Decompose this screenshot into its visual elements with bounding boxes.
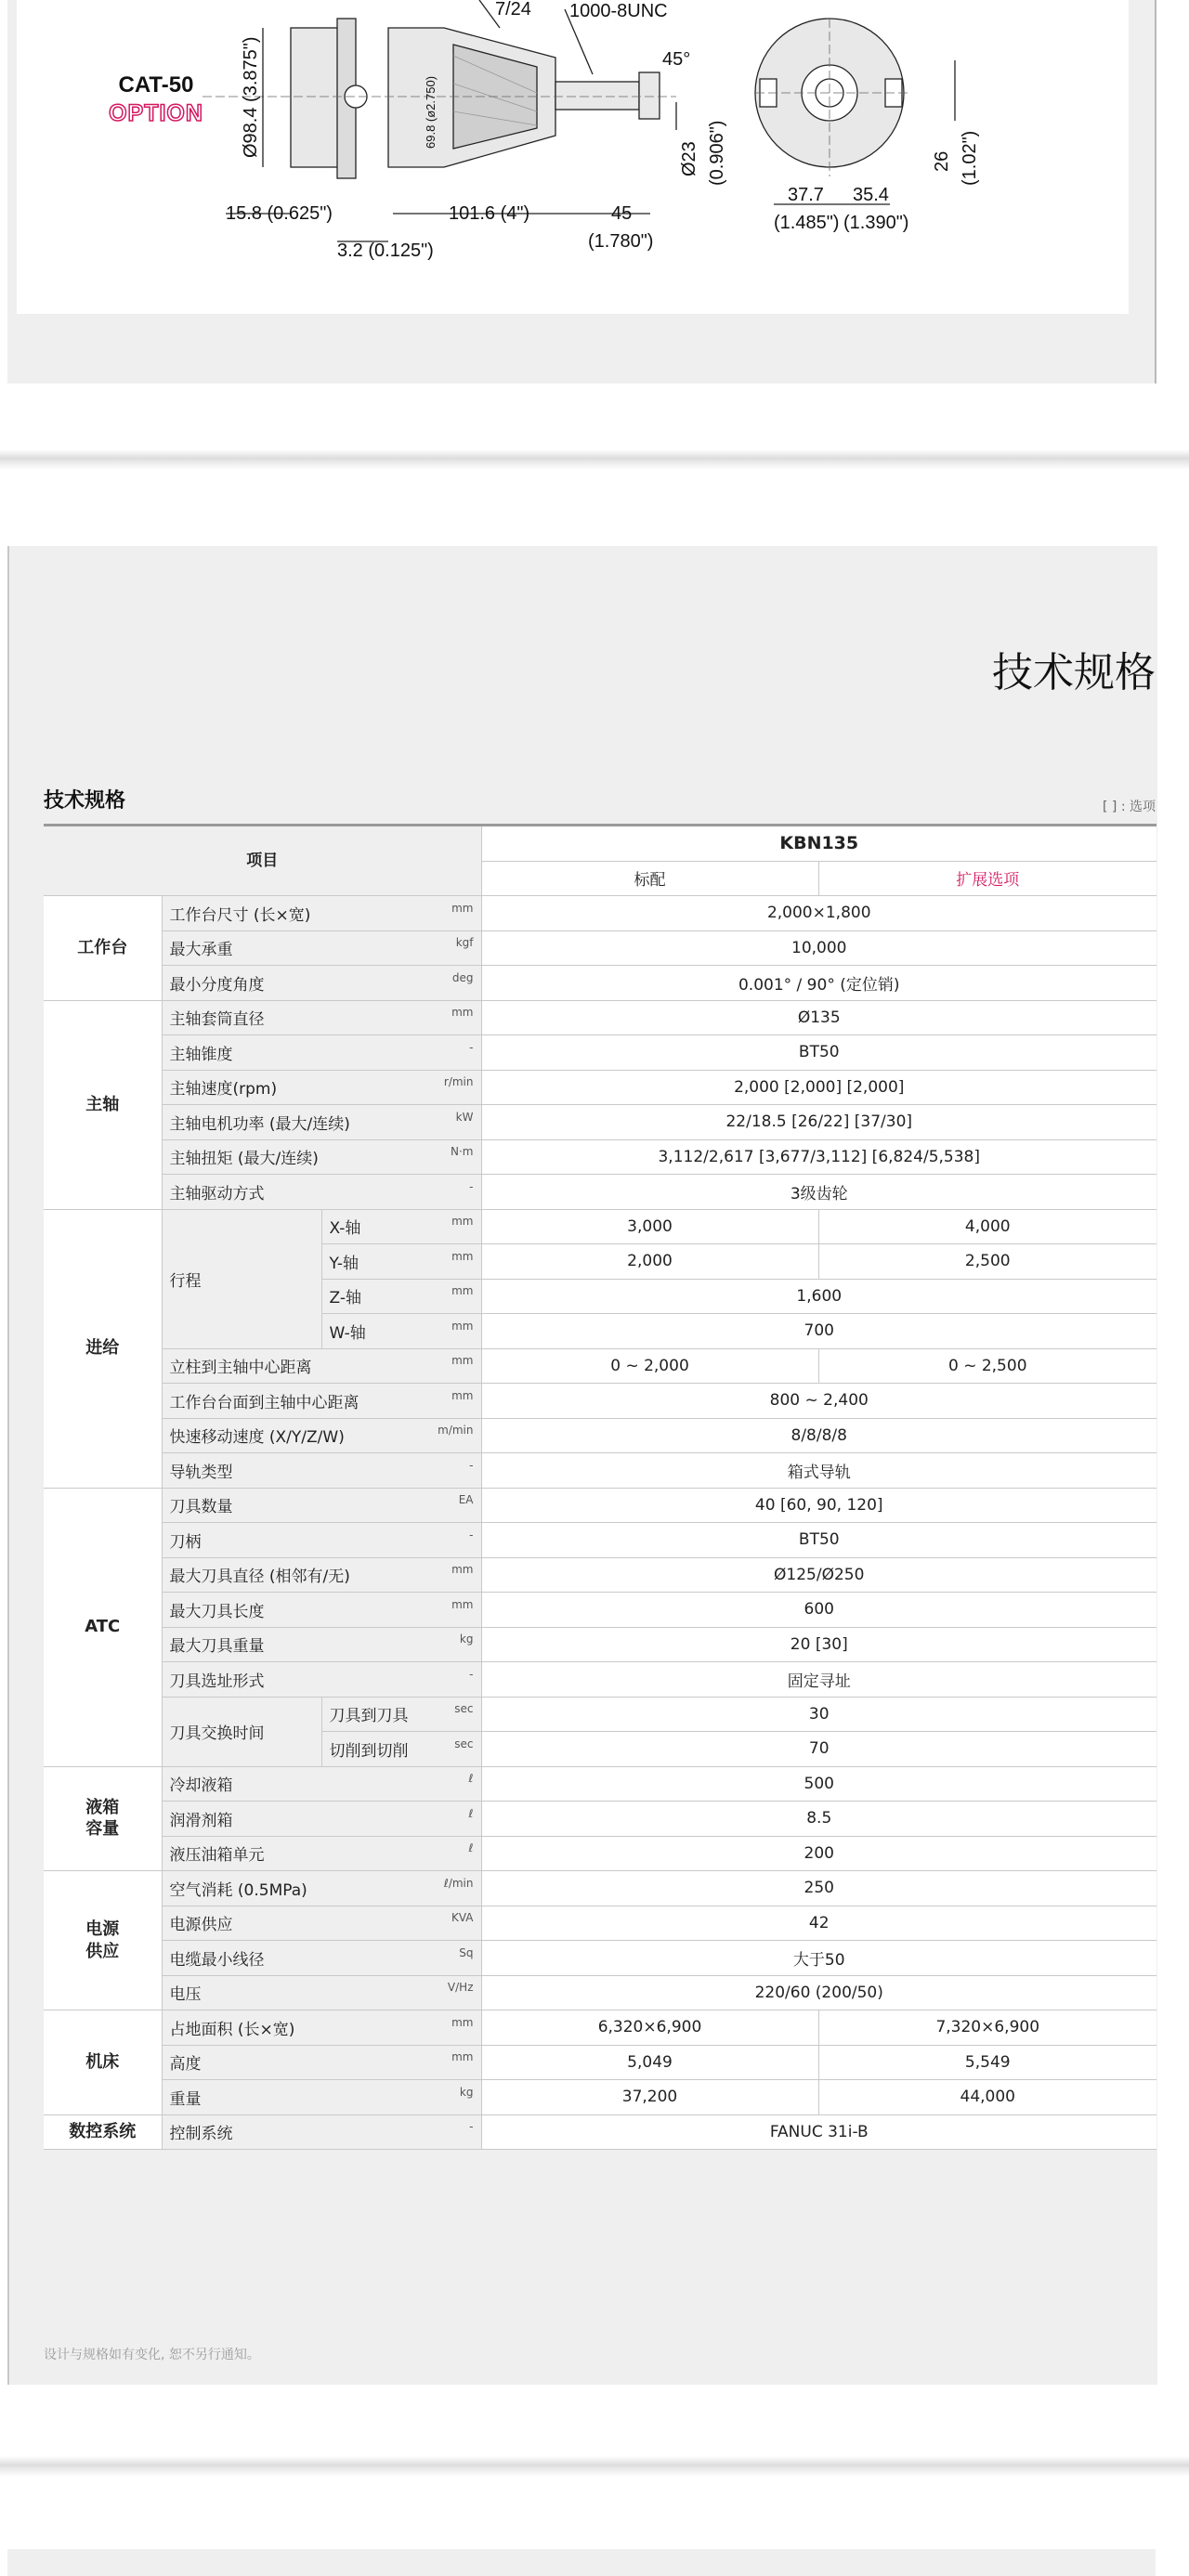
spec-name: 电压	[169, 1985, 202, 2005]
table-row	[44, 1662, 1156, 1698]
category-tank-line1: 液箱	[85, 1797, 120, 1817]
dim-taper: 7/24	[495, 0, 531, 20]
spec-name: 刀具数量	[169, 1498, 233, 1517]
spec-name: 工作台尺寸 (长×宽)	[169, 905, 311, 925]
spec-unit: mm	[451, 1284, 474, 1298]
dim-taper-len: 101.6 (4")	[449, 203, 530, 224]
table-row	[44, 1070, 1156, 1105]
table-row	[44, 1627, 1156, 1662]
spec-unit: mm	[451, 2015, 474, 2029]
spec-unit: kW	[455, 1110, 474, 1124]
spec-unit: kg	[459, 1633, 474, 1646]
page-title: 技术规格	[992, 649, 1156, 696]
table-row	[44, 1557, 1156, 1593]
spec-value-opt: 2,500	[818, 1244, 1156, 1280]
spec-value-std: 0 ~ 2,000	[481, 1348, 818, 1384]
spec-value: 20 [30]	[481, 1627, 1156, 1662]
spec-value-opt: 7,320×6,900	[818, 2010, 1156, 2046]
spec-value-std: 5,049	[481, 2045, 818, 2080]
footnote: 设计与规格如有变化, 恕不另行通知。	[44, 2348, 260, 2362]
spec-name: 电缆最小线径	[169, 1950, 265, 1970]
spec-name: 最大刀具重量	[169, 1637, 265, 1657]
item-header: 项目	[44, 826, 481, 896]
spec-name: 快速移动速度 (X/Y/Z/W)	[169, 1428, 345, 1448]
spec-unit: -	[469, 1528, 474, 1542]
spec-unit: V/Hz	[447, 1981, 474, 1995]
table-row	[44, 966, 1156, 1001]
spec-value-opt: 5,549	[818, 2045, 1156, 2080]
category-power	[44, 1871, 162, 2010]
spec-value: Ø135	[481, 1000, 1156, 1035]
spec-value: 22/18.5 [26/22] [37/30]	[481, 1105, 1156, 1140]
spec-value: 500	[481, 1766, 1156, 1802]
table-row	[44, 1871, 1156, 1906]
spec-unit: sec	[454, 1737, 474, 1750]
table-row	[44, 2080, 1156, 2115]
spec-value: 220/60 (200/50)	[481, 1975, 1156, 2010]
spec-value-opt: 0 ~ 2,500	[818, 1348, 1156, 1384]
model-header: KBN135	[481, 826, 1156, 862]
spec-value: 30	[481, 1697, 1156, 1732]
spec-unit: mm	[451, 1006, 474, 1020]
table-row	[44, 1000, 1156, 1035]
spec-unit: EA	[458, 1493, 474, 1507]
spec-unit: N·m	[451, 1145, 474, 1159]
category-cnc: 数控系统	[44, 2114, 162, 2150]
spec-value-std: 2,000	[481, 1244, 818, 1280]
cat50-drawing-svg	[17, 0, 1129, 314]
spec-name: 主轴电机功率 (最大/连续)	[169, 1114, 350, 1134]
spec-table	[44, 824, 1156, 2150]
spec-value-opt: 4,000	[818, 1209, 1156, 1244]
spec-name: 最大刀具长度	[169, 1602, 265, 1621]
spec-name: 空气消耗 (0.5MPa)	[169, 1880, 307, 1900]
spec-name: W-轴	[329, 1323, 366, 1343]
table-row	[44, 1906, 1156, 1941]
panel1-right-border	[1155, 0, 1156, 384]
spec-name: 润滑剂箱	[169, 1811, 233, 1830]
spec-unit: mm	[451, 1319, 474, 1333]
spec-value: 8/8/8/8	[481, 1418, 1156, 1453]
category-power-line2: 供应	[85, 1941, 120, 1961]
spec-value: BT50	[481, 1035, 1156, 1071]
category-tank	[44, 1766, 162, 1871]
category-worktable: 工作台	[44, 896, 162, 1001]
dim-pull-dia: Ø23	[679, 141, 699, 176]
spec-value: 0.001° / 90° (定位销)	[481, 966, 1156, 1001]
table-row	[44, 1975, 1156, 2010]
section-title: 技术规格	[44, 789, 126, 813]
spec-value: 3级齿轮	[481, 1175, 1156, 1210]
spec-unit: mm	[451, 901, 474, 915]
separator-2	[0, 2456, 1189, 2477]
spec-value-std: 6,320×6,900	[481, 2010, 818, 2046]
spec-value: 3,112/2,617 [3,677/3,112] [6,824/5,538]	[481, 1139, 1156, 1175]
spec-value: 600	[481, 1593, 1156, 1628]
spec-name: 占地面积 (长×宽)	[169, 2020, 295, 2039]
spec-value-std: 3,000	[481, 1209, 818, 1244]
table-row	[44, 930, 1156, 966]
dim-key-height: 26	[932, 150, 952, 172]
table-row	[44, 1035, 1156, 1071]
separator-1	[0, 449, 1189, 470]
dim-stud-len: 45	[611, 203, 633, 224]
std-header: 标配	[481, 861, 818, 896]
table-row	[44, 2010, 1156, 2046]
spec-value: FANUC 31i-B	[481, 2114, 1156, 2150]
spec-name: 切削到切削	[329, 1741, 409, 1761]
spec-unit: mm	[451, 1215, 474, 1229]
spec-unit: sec	[454, 1702, 474, 1716]
drawing-panel	[7, 0, 1156, 384]
dim-width-right: 35.4	[853, 185, 889, 205]
spec-unit: deg	[451, 970, 474, 984]
spec-value: Ø125/Ø250	[481, 1557, 1156, 1593]
spec-unit: mm	[451, 1597, 474, 1611]
spec-name: Y-轴	[329, 1254, 359, 1273]
spec-value: 10,000	[481, 930, 1156, 966]
spec-unit: r/min	[443, 1075, 474, 1089]
category-spindle: 主轴	[44, 1000, 162, 1209]
table-row	[44, 1697, 1156, 1732]
spec-name: 导轨类型	[169, 1463, 233, 1482]
table-row	[44, 1593, 1156, 1628]
spec-value: 70	[481, 1732, 1156, 1767]
dim-width-right-in: (1.390")	[843, 213, 909, 233]
spec-name: 液压油箱单元	[169, 1846, 265, 1866]
spec-name: 高度	[169, 2055, 202, 2075]
spec-unit: -	[469, 1667, 474, 1681]
table-row	[44, 896, 1156, 931]
spec-name: 最小分度角度	[169, 975, 265, 995]
table-row	[44, 1139, 1156, 1175]
spec-unit: -	[469, 1458, 474, 1472]
dim-width-left-in: (1.485")	[774, 213, 840, 233]
spec-name: 主轴速度(rpm)	[169, 1080, 278, 1099]
spec-name: 冷却液箱	[169, 1776, 233, 1796]
spec-name: 主轴锥度	[169, 1045, 233, 1064]
table-row	[44, 1418, 1156, 1453]
table-row	[44, 1209, 1156, 1244]
category-power-line1: 电源	[85, 1919, 120, 1940]
spec-unit: -	[469, 2120, 474, 2134]
spec-name: X-轴	[329, 1219, 361, 1239]
dim-key-height-in: (1.02")	[960, 130, 980, 186]
spec-name: 刀具到刀具	[329, 1707, 409, 1726]
dim-stud-len-in: (1.780")	[588, 231, 654, 252]
spec-unit: -	[469, 1040, 474, 1054]
spec-value: 40 [60, 90, 120]	[481, 1488, 1156, 1523]
table-row	[44, 1348, 1156, 1384]
tool-holder-drawing	[17, 0, 1129, 314]
table-row	[44, 1836, 1156, 1871]
dim-pull-dia-in: (0.906")	[707, 120, 727, 186]
table-row	[44, 1802, 1156, 1837]
spec-name: 工作台台面到主轴中心距离	[169, 1393, 359, 1412]
spec-name: 最大刀具直径 (相邻有/无)	[169, 1568, 350, 1587]
dim-flange-len: 15.8 (0.625")	[226, 203, 333, 224]
option-legend: [ ] : 选项	[1103, 800, 1156, 814]
spec-value: 2,000×1,800	[481, 896, 1156, 931]
category-tank-line2: 容量	[85, 1819, 120, 1840]
spec-value: 1,600	[481, 1279, 1156, 1314]
spec-value: 8.5	[481, 1802, 1156, 1837]
spec-name: 主轴驱动方式	[169, 1184, 265, 1203]
spec-unit: mm	[451, 2050, 474, 2064]
change-time-label: 刀具交换时间	[162, 1697, 321, 1766]
spec-unit: mm	[451, 1354, 474, 1368]
spec-unit: KVA	[451, 1911, 474, 1925]
travel-label: 行程	[162, 1209, 321, 1348]
table-row	[44, 1941, 1156, 1976]
spec-unit: mm	[451, 1563, 474, 1577]
spec-unit: mm	[451, 1388, 474, 1402]
category-feed: 进给	[44, 1209, 162, 1488]
category-machine: 机床	[44, 2010, 162, 2115]
spec-unit: mm	[451, 1249, 474, 1263]
spec-value: BT50	[481, 1523, 1156, 1558]
spec-name: 刀柄	[169, 1532, 202, 1552]
spec-value: 箱式导轨	[481, 1453, 1156, 1489]
spec-unit: Sq	[459, 1945, 474, 1959]
table-row	[44, 1453, 1156, 1489]
dim-angle: 45°	[662, 49, 691, 70]
table-header-row	[44, 826, 1156, 862]
opt-header: 扩展选项	[818, 861, 1156, 896]
spec-name: Z-轴	[329, 1289, 361, 1308]
spec-value: 800 ~ 2,400	[481, 1384, 1156, 1419]
spec-name: 主轴扭矩 (最大/连续)	[169, 1150, 319, 1169]
spec-value: 大于50	[481, 1941, 1156, 1976]
spec-value: 42	[481, 1906, 1156, 1941]
spec-unit: ℓ/min	[443, 1876, 474, 1890]
spec-unit: kgf	[455, 936, 474, 950]
cat50-label: CAT-50	[118, 72, 194, 98]
spec-value-std: 37,200	[481, 2080, 818, 2115]
table-row	[44, 2114, 1156, 2150]
spec-value: 250	[481, 1871, 1156, 1906]
table-row	[44, 1488, 1156, 1523]
spec-unit: m/min	[438, 1424, 474, 1438]
dim-thread: 1000-8UNC	[569, 1, 668, 21]
next-panel	[7, 2549, 1156, 2576]
spec-name: 最大承重	[169, 941, 233, 960]
spec-unit: kg	[459, 2085, 474, 2099]
spec-name: 刀具选址形式	[169, 1672, 265, 1691]
spec-name: 电源供应	[169, 1916, 233, 1935]
spec-value: 2,000 [2,000] [2,000]	[481, 1070, 1156, 1105]
table-row	[44, 1384, 1156, 1419]
spec-unit: -	[469, 1179, 474, 1193]
dim-gap: 3.2 (0.125")	[337, 241, 434, 261]
spec-name: 控制系统	[169, 2125, 233, 2144]
dim-flange-dia: Ø98.4 (3.875")	[241, 36, 261, 158]
table-row	[44, 2045, 1156, 2080]
spec-name: 重量	[169, 2089, 202, 2109]
option-label: OPTION	[109, 100, 203, 126]
table-row	[44, 1105, 1156, 1140]
spec-value-opt: 44,000	[818, 2080, 1156, 2115]
spec-unit: ℓ	[468, 1806, 474, 1820]
dim-inner-dia: 69.8 (ø2.750)	[424, 75, 438, 149]
spec-value: 700	[481, 1314, 1156, 1349]
spec-unit: ℓ	[468, 1841, 474, 1855]
table-row	[44, 1523, 1156, 1558]
table-row	[44, 1175, 1156, 1210]
spec-unit: ℓ	[468, 1772, 474, 1786]
category-atc: ATC	[44, 1488, 162, 1766]
dim-width-left: 37.7	[788, 185, 824, 205]
spec-value: 固定寻址	[481, 1662, 1156, 1698]
spec-name: 主轴套筒直径	[169, 1010, 265, 1030]
spec-name: 立柱到主轴中心距离	[169, 1359, 312, 1378]
table-row	[44, 1766, 1156, 1802]
spec-value: 200	[481, 1836, 1156, 1871]
